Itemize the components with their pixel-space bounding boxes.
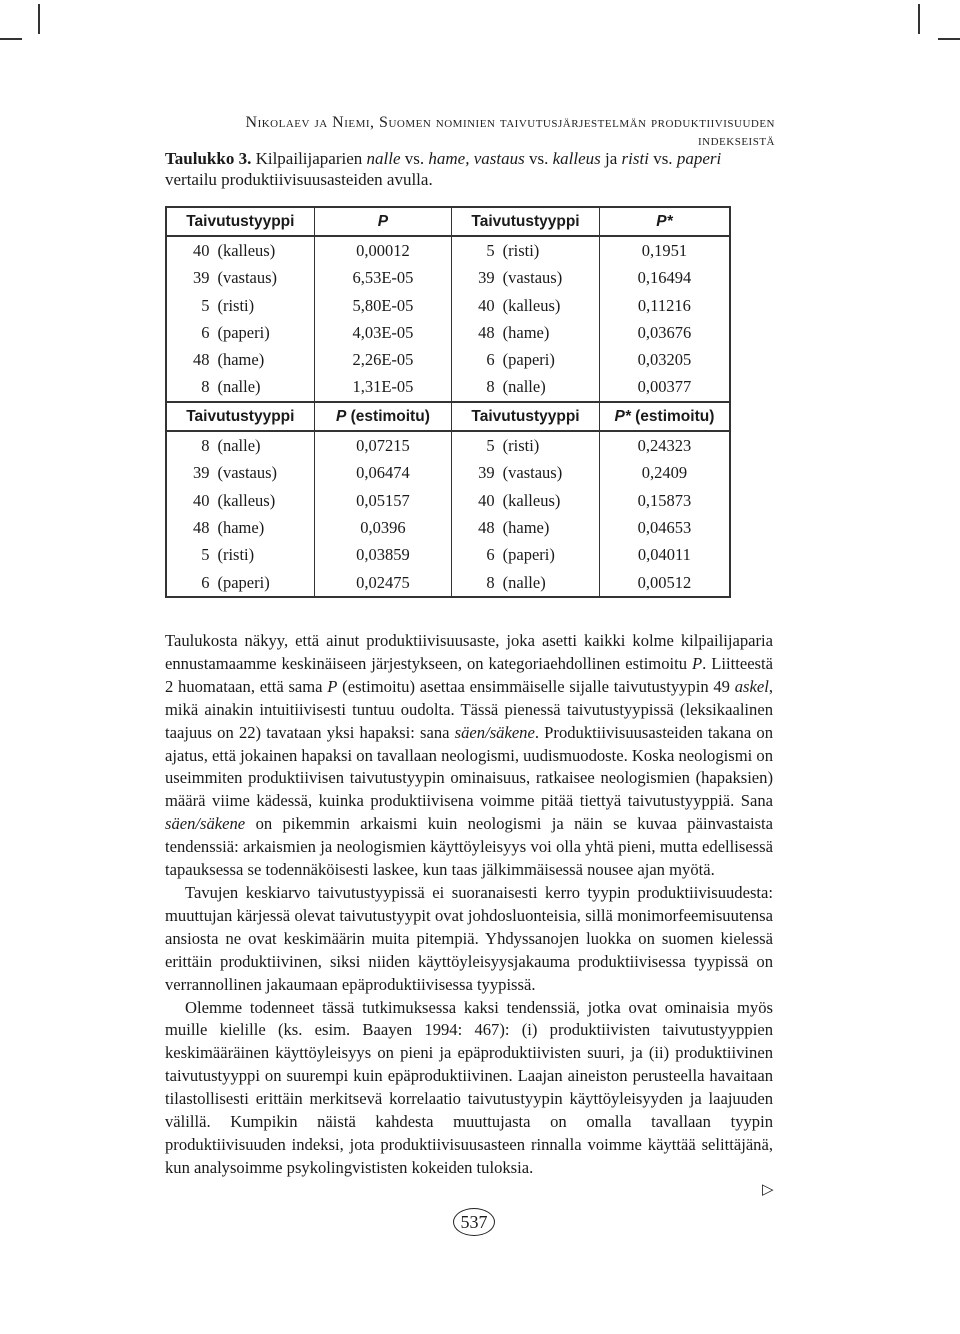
text-run: . Produktiivisuusasteiden takana on ajatus, että jokainen hapaksi on tavallaan neologismi, uudismuodoste. Koska neologismi on useimmiten produktiivisen taivutustyypin ominaisuus, ratkaisee neologismien (hapaksien) määrä viime kädessä, kuinka produktiivisena voimme pitää tiettyä taivutustyyppiä. Sana bbox=[165, 722, 773, 811]
caption-text: vs. bbox=[400, 149, 429, 168]
table-row bbox=[166, 236, 730, 264]
type-name-cell: (kalleus) bbox=[213, 236, 314, 264]
caption-italic: risti bbox=[621, 149, 649, 168]
italic-run: P bbox=[327, 676, 338, 696]
type-name-cell: (risti) bbox=[213, 542, 314, 569]
type-name-cell: (nalle) bbox=[499, 569, 600, 597]
header-type-1-est: Taivutustyyppi bbox=[166, 402, 314, 431]
p-star-value-cell: 0,24323 bbox=[599, 431, 730, 459]
type-name-cell: (paperi) bbox=[499, 542, 600, 569]
table-header-row bbox=[166, 207, 730, 236]
productivity-table bbox=[165, 206, 731, 598]
p-value-cell: 6,53E-05 bbox=[314, 265, 452, 292]
table-row bbox=[166, 460, 730, 487]
table-caption bbox=[165, 148, 775, 190]
type-name-cell: (kalleus) bbox=[499, 292, 600, 319]
header-p-est-suffix: (estimoitu) bbox=[346, 407, 430, 425]
type-name-cell: (hame) bbox=[213, 514, 314, 541]
paragraph-1 bbox=[165, 630, 773, 882]
type-name-cell: (vastaus) bbox=[213, 265, 314, 292]
type-number-cell: 39 bbox=[452, 460, 499, 487]
body-text bbox=[165, 630, 773, 1180]
type-name-cell: (hame) bbox=[499, 514, 600, 541]
table-row bbox=[166, 569, 730, 597]
type-number-cell: 48 bbox=[452, 514, 499, 541]
type-name-cell: (risti) bbox=[499, 236, 600, 264]
p-value-cell: 0,03859 bbox=[314, 542, 452, 569]
table-header-row-estimated bbox=[166, 402, 730, 431]
type-name-cell: (risti) bbox=[213, 292, 314, 319]
header-p-star-est bbox=[599, 402, 730, 431]
type-number-cell: 40 bbox=[166, 236, 213, 264]
p-star-value-cell: 0,1951 bbox=[599, 236, 730, 264]
type-number-cell: 48 bbox=[166, 346, 213, 373]
caption-label: Taulukko 3. bbox=[165, 149, 252, 168]
type-number-cell: 40 bbox=[166, 487, 213, 514]
p-value-cell: 1,31E-05 bbox=[314, 374, 452, 402]
header-p-star bbox=[599, 207, 730, 236]
p-value-cell: 0,06474 bbox=[314, 460, 452, 487]
caption-italic: nalle bbox=[366, 149, 401, 168]
header-p-star-symbol: P* bbox=[656, 212, 673, 230]
caption-italic: hame, vastaus bbox=[428, 149, 525, 168]
type-number-cell: 6 bbox=[452, 346, 499, 373]
header-p-est-symbol: P bbox=[335, 407, 347, 425]
text-run: , mikä ainakin intuitiivisesti tuntuu oudolta. Tässä pienessä taivutustyypissä (leksikaalinen taajuus on 22) tavataan yksi hapaksi: sana bbox=[165, 676, 773, 742]
p-value-cell: 0,05157 bbox=[314, 487, 452, 514]
type-number-cell: 5 bbox=[166, 292, 213, 319]
type-name-cell: (nalle) bbox=[499, 374, 600, 402]
type-name-cell: (nalle) bbox=[213, 431, 314, 459]
caption-italic: paperi bbox=[676, 149, 722, 168]
table-row bbox=[166, 292, 730, 319]
caption-italic: kalleus bbox=[552, 149, 601, 168]
table-row bbox=[166, 374, 730, 402]
p-star-value-cell: 0,04653 bbox=[599, 514, 730, 541]
table-row bbox=[166, 514, 730, 541]
type-number-cell: 5 bbox=[166, 542, 213, 569]
crop-mark-top-left-v bbox=[38, 4, 40, 34]
type-number-cell: 8 bbox=[166, 431, 213, 459]
header-p-symbol: P bbox=[377, 212, 389, 230]
text-run: on pikemmin arkaismi kuin neologismi ja näin se kuvaa päinvastaista tendenssiä: arkaismien ja neologismien käyttöyleisyys voi olla yhtä pieni, mutta edellisessä tapauksessa se todennäköisesti laskee, kun taas jälkimmäisessä nousee ajan myötä. bbox=[165, 814, 773, 880]
type-name-cell: (paperi) bbox=[213, 569, 314, 597]
header-type-1: Taivutustyyppi bbox=[166, 207, 314, 236]
type-number-cell: 48 bbox=[166, 514, 213, 541]
caption-text: ja bbox=[600, 149, 622, 168]
text-run: Taulukosta näkyy, että ainut produktiivisuusaste, joka asetti kaikki kolme kilpailijaparia ennustamaamme keskinäiseen järjestykseen, on kategoriaehdollinen estimoitu bbox=[165, 631, 773, 673]
crop-mark-top-right-h bbox=[938, 38, 960, 40]
type-name-cell: (vastaus) bbox=[499, 265, 600, 292]
type-number-cell: 6 bbox=[166, 569, 213, 597]
table-row bbox=[166, 319, 730, 346]
type-name-cell: (nalle) bbox=[213, 374, 314, 402]
p-star-value-cell: 0,15873 bbox=[599, 487, 730, 514]
p-star-value-cell: 0,04011 bbox=[599, 542, 730, 569]
p-value-cell: 0,00012 bbox=[314, 236, 452, 264]
type-number-cell: 6 bbox=[452, 542, 499, 569]
caption-text: vs. bbox=[524, 149, 553, 168]
italic-run: säen/säkene bbox=[454, 722, 535, 742]
type-number-cell: 39 bbox=[452, 265, 499, 292]
header-type-2-est: Taivutustyyppi bbox=[452, 402, 600, 431]
header-p bbox=[314, 207, 452, 236]
italic-run: säen/säkene bbox=[165, 814, 246, 834]
type-name-cell: (vastaus) bbox=[499, 460, 600, 487]
p-star-value-cell: 0,2409 bbox=[599, 460, 730, 487]
header-p-star-est-symbol: P* bbox=[614, 407, 631, 425]
table-row bbox=[166, 542, 730, 569]
type-number-cell: 48 bbox=[452, 319, 499, 346]
type-number-cell: 8 bbox=[452, 374, 499, 402]
p-value-cell: 2,26E-05 bbox=[314, 346, 452, 373]
type-number-cell: 40 bbox=[452, 292, 499, 319]
table-row bbox=[166, 346, 730, 373]
type-name-cell: (vastaus) bbox=[213, 460, 314, 487]
running-head: Nikolaev ja Niemi, Suomen nominien taivutusjärjestelmän produktiivisuuden indekseistä bbox=[245, 114, 775, 149]
italic-run: askel bbox=[734, 676, 769, 696]
type-name-cell: (hame) bbox=[213, 346, 314, 373]
type-name-cell: (kalleus) bbox=[213, 487, 314, 514]
type-name-cell: (paperi) bbox=[213, 319, 314, 346]
text-run: (estimoitu) asettaa ensimmäiselle sijalle taivutustyypin 49 bbox=[337, 676, 735, 696]
header-p-est bbox=[314, 402, 452, 431]
type-name-cell: (paperi) bbox=[499, 346, 600, 373]
type-number-cell: 39 bbox=[166, 265, 213, 292]
page-number: 537 bbox=[453, 1208, 495, 1236]
p-value-cell: 5,80E-05 bbox=[314, 292, 452, 319]
p-value-cell: 4,03E-05 bbox=[314, 319, 452, 346]
continue-arrow-icon: ▷ bbox=[762, 1180, 774, 1198]
paragraph-3: Olemme todenneet tässä tutkimuksessa kaksi tendenssiä, jotka ovat ominaisia myös muille kielille (ks. esim. Baayen 1994: 467): (i) produktiivisten taivutustyyppien keskimääräinen käyttöyleisyys on pieni ja epäproduktiivisten suuri, ja (ii) produktiivinen taivutustyyppi on suurempi kuin epäproduktiivinen. Laajan aineiston perusteella havaitaan tilastollisesti erittäin merkitsevä korrelaatio taivutustyypin käyttöyleisyyden ja laajuuden välillä. Kumpikin näistä kahdesta muuttujasta on omalla tavallaan tyypin produktiivisuuden indeksi, jota produktiivisuusasteen rinnalla voimme käyttää selittäjänä, kun analysoimme psykolingvististen kokeiden tuloksia. bbox=[165, 997, 773, 1177]
table-row bbox=[166, 487, 730, 514]
p-star-value-cell: 0,00512 bbox=[599, 569, 730, 597]
header-p-star-est-suffix: (estimoitu) bbox=[630, 407, 715, 425]
table-row bbox=[166, 265, 730, 292]
p-star-value-cell: 0,00377 bbox=[599, 374, 730, 402]
type-number-cell: 5 bbox=[452, 236, 499, 264]
caption-text: vs. bbox=[648, 149, 677, 168]
p-value-cell: 0,02475 bbox=[314, 569, 452, 597]
type-name-cell: (risti) bbox=[499, 431, 600, 459]
crop-mark-top-right-v bbox=[918, 4, 920, 34]
p-value-cell: 0,0396 bbox=[314, 514, 452, 541]
p-star-value-cell: 0,03676 bbox=[599, 319, 730, 346]
type-number-cell: 40 bbox=[452, 487, 499, 514]
paragraph-2: Tavujen keskiarvo taivutustyypissä ei suoranaisesti kerro tyypin produktiivisuudesta: muuttujan kärjessä olevat taivutustyypit ovat johdosluonteisia, sillä monimorfeemisuutensa ansiosta ne ovat keskimäärin muita pitempiä. Yhdyssanojen luokka on suomen kielessä erittäin produktiivinen, siksi niiden käyttöyleisyysjakauma produktiivisessa tyypissä on verrannollinen jakaumaan epäproduktiivisessa tyypissä. bbox=[165, 882, 773, 994]
caption-text: vertailu produktiivisuusasteiden avulla. bbox=[165, 170, 433, 189]
crop-mark-top-left-h bbox=[0, 38, 22, 40]
p-value-cell: 0,07215 bbox=[314, 431, 452, 459]
italic-run: P bbox=[692, 653, 703, 673]
header-type-2: Taivutustyyppi bbox=[452, 207, 600, 236]
text-run: . Liitteestä 2 huomataan, että sama bbox=[165, 653, 773, 696]
type-number-cell: 5 bbox=[452, 431, 499, 459]
p-star-value-cell: 0,16494 bbox=[599, 265, 730, 292]
table-row bbox=[166, 431, 730, 459]
type-name-cell: (hame) bbox=[499, 319, 600, 346]
caption-text: Kilpailijaparien bbox=[251, 149, 367, 168]
p-star-value-cell: 0,11216 bbox=[599, 292, 730, 319]
type-number-cell: 39 bbox=[166, 460, 213, 487]
type-number-cell: 6 bbox=[166, 319, 213, 346]
type-number-cell: 8 bbox=[452, 569, 499, 597]
p-star-value-cell: 0,03205 bbox=[599, 346, 730, 373]
type-number-cell: 8 bbox=[166, 374, 213, 402]
type-name-cell: (kalleus) bbox=[499, 487, 600, 514]
